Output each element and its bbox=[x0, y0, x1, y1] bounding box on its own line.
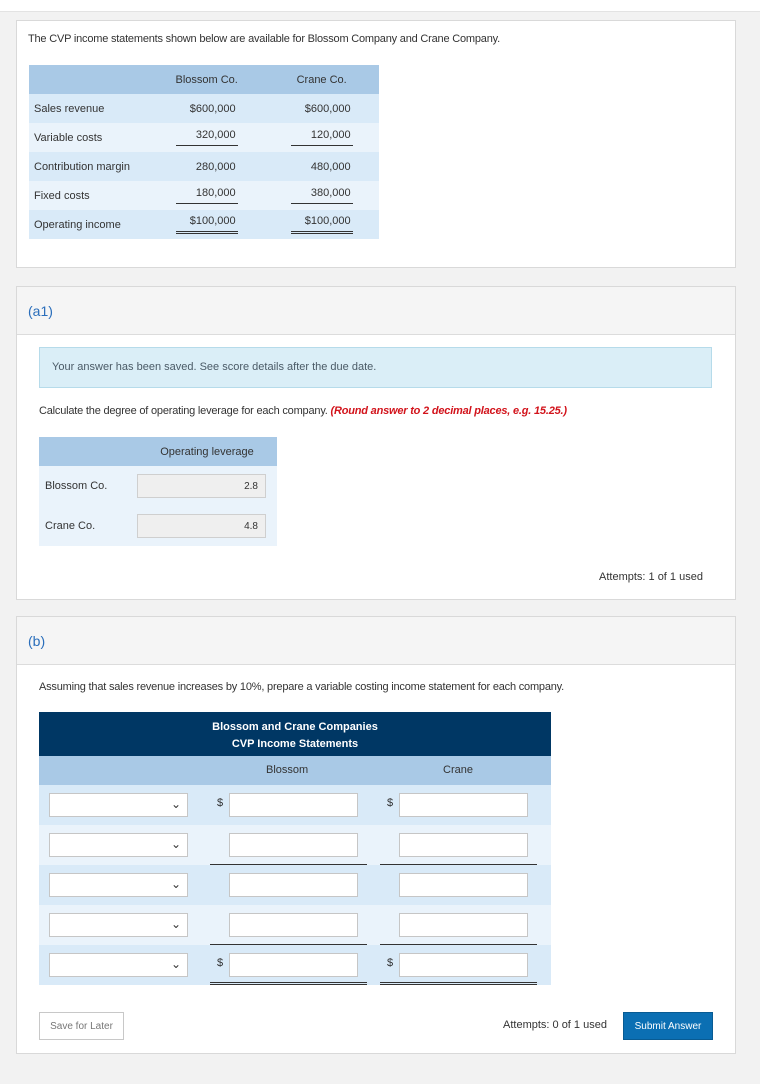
table-row bbox=[39, 825, 551, 865]
blossom-amount-input[interactable] bbox=[229, 873, 358, 897]
table-row: Crane Co. 4.8 bbox=[39, 506, 277, 546]
table-row: Contribution margin 280,000 480,000 bbox=[29, 152, 379, 181]
intro-text: The CVP income statements shown below are available for Blossom Company and Crane Company. bbox=[28, 33, 500, 45]
chevron-down-icon: ⌄ bbox=[170, 797, 181, 811]
chevron-down-icon: ⌄ bbox=[170, 957, 181, 971]
submit-answer-button[interactable]: Submit Answer bbox=[623, 1012, 713, 1040]
double-underline bbox=[380, 982, 537, 985]
blossom-amount-input[interactable] bbox=[229, 793, 358, 817]
account-select[interactable] bbox=[49, 913, 188, 937]
blossom-leverage-input[interactable]: 2.8 bbox=[137, 474, 266, 498]
a1-attempts: Attempts: 1 of 1 used bbox=[599, 571, 703, 583]
b-attempts: Attempts: 0 of 1 used bbox=[503, 1019, 607, 1031]
double-underline bbox=[210, 982, 367, 985]
part-a1-header bbox=[17, 287, 735, 335]
account-select[interactable] bbox=[49, 793, 188, 817]
account-select[interactable] bbox=[49, 953, 188, 977]
dollar-sign: $ bbox=[387, 797, 394, 809]
statement-column-headers bbox=[39, 756, 551, 785]
table-row bbox=[39, 945, 551, 985]
crane-amount-input[interactable] bbox=[399, 833, 528, 857]
save-for-later-button[interactable]: Save for Later bbox=[39, 1012, 124, 1040]
crane-amount-input[interactable] bbox=[399, 953, 528, 977]
rounding-note: (Round answer to 2 decimal places, e.g. 15.25.) bbox=[330, 405, 567, 417]
chevron-down-icon: ⌄ bbox=[170, 917, 181, 931]
top-strip bbox=[0, 0, 760, 12]
dollar-sign: $ bbox=[217, 797, 224, 809]
operating-leverage-table bbox=[39, 437, 277, 546]
column-blossom: Blossom bbox=[266, 764, 309, 776]
account-select[interactable] bbox=[49, 873, 188, 897]
cvp-statement-table bbox=[39, 712, 551, 985]
table-row: Sales revenue $600,000 $600,000 bbox=[29, 94, 379, 123]
chevron-down-icon: ⌄ bbox=[170, 837, 181, 851]
statement-company: Blossom and Crane Companies bbox=[212, 721, 378, 733]
table-row: Fixed costs 180,000 380,000 bbox=[29, 181, 379, 210]
table-row: Blossom Co. 2.8 bbox=[39, 466, 277, 506]
blossom-amount-input[interactable] bbox=[229, 953, 358, 977]
table-row: Operating income $100,000 $100,000 bbox=[29, 210, 379, 239]
part-a1-label: (a1) bbox=[28, 303, 53, 319]
crane-amount-input[interactable] bbox=[399, 913, 528, 937]
part-b-header bbox=[17, 617, 735, 665]
header-blossom: Blossom Co. bbox=[149, 65, 264, 94]
part-a1-card bbox=[16, 286, 736, 600]
statement-header bbox=[39, 712, 551, 756]
b-instruction: Assuming that sales revenue increases by 10%, prepare a variable costing income statement for each company. bbox=[39, 681, 565, 693]
crane-amount-input[interactable] bbox=[399, 873, 528, 897]
part-b-label: (b) bbox=[28, 633, 46, 649]
crane-leverage-input[interactable]: 4.8 bbox=[137, 514, 266, 538]
table-row: Variable costs 320,000 120,000 bbox=[29, 123, 379, 152]
chevron-down-icon: ⌄ bbox=[170, 877, 181, 891]
statement-title: CVP Income Statements bbox=[231, 738, 359, 750]
cvp-table bbox=[29, 65, 379, 239]
account-select[interactable] bbox=[49, 833, 188, 857]
intro-card bbox=[16, 20, 736, 268]
blossom-amount-input[interactable] bbox=[229, 833, 358, 857]
dollar-sign: $ bbox=[387, 957, 394, 969]
header-crane: Crane Co. bbox=[264, 65, 379, 94]
dollar-sign: $ bbox=[217, 957, 224, 969]
operating-leverage-header: Operating leverage bbox=[137, 437, 277, 466]
table-row bbox=[39, 905, 551, 945]
a1-instruction: Calculate the degree of operating leverage for each company. (Round answer to 2 decimal places, e.g. 15.25.) bbox=[39, 405, 567, 417]
column-crane: Crane bbox=[443, 764, 473, 776]
part-b-card bbox=[16, 616, 736, 1054]
blossom-amount-input[interactable] bbox=[229, 913, 358, 937]
saved-message: Your answer has been saved. See score details after the due date. bbox=[39, 347, 712, 388]
table-row bbox=[39, 785, 551, 825]
crane-amount-input[interactable] bbox=[399, 793, 528, 817]
table-row bbox=[39, 865, 551, 905]
